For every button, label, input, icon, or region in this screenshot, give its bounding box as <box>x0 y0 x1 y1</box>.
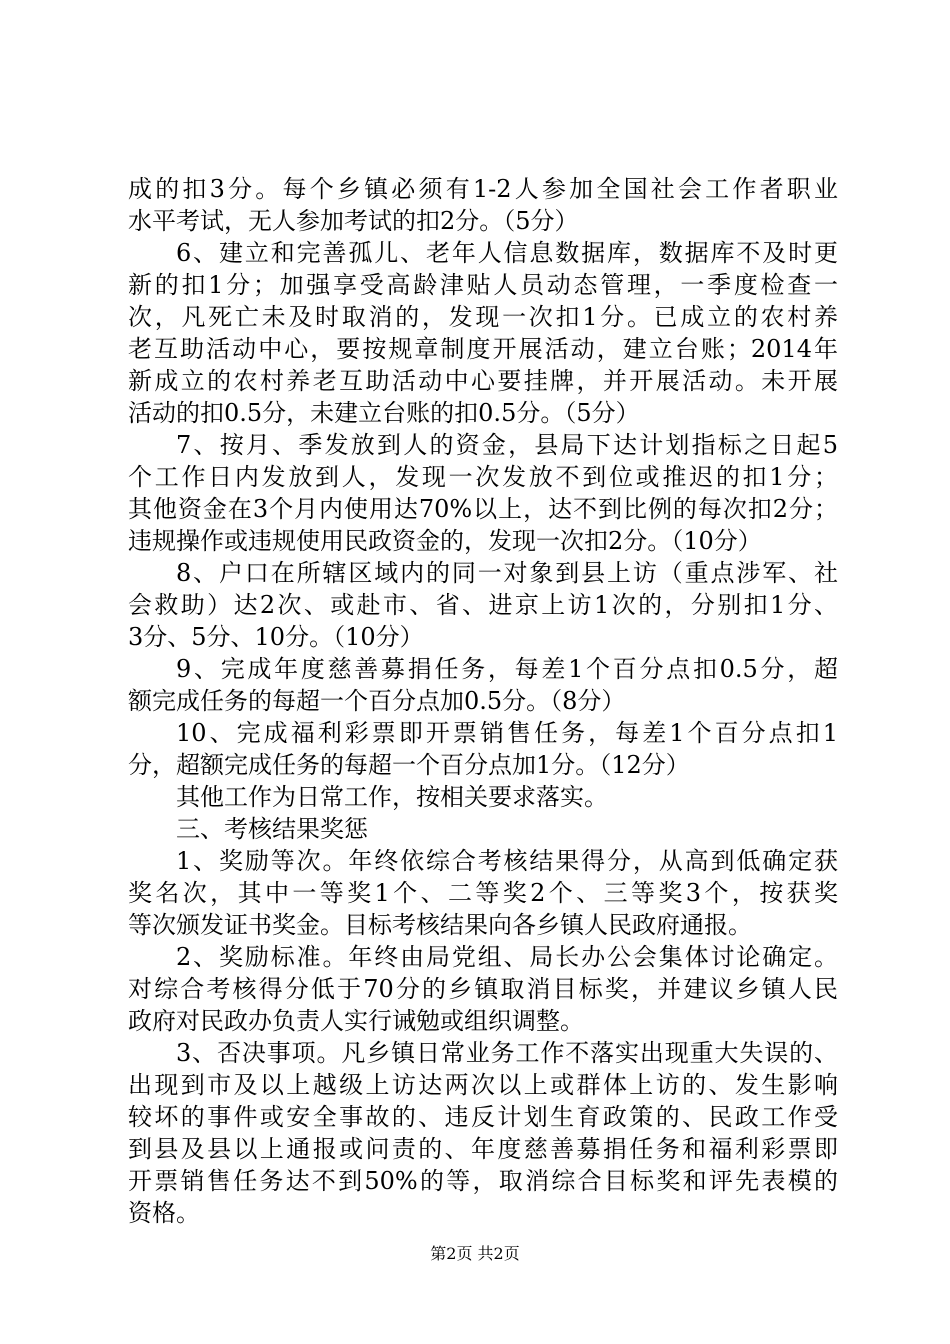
paragraph-line: 资格。 <box>128 1199 200 1227</box>
paragraph-line: 较坏的事件或安全事故的、违反计划生育政策的、民政工作受 <box>128 1103 838 1131</box>
paragraph-line: 奖名次，其中一等奖1个、二等奖2个、三等奖3个，按获奖 <box>128 879 838 907</box>
page-number-label: 第2页 共2页 <box>430 1244 520 1263</box>
paragraph-line: 8、户口在所辖区域内的同一对象到县上访（重点涉军、社 <box>176 559 838 587</box>
paragraph-line: 次，凡死亡未及时取消的，发现一次扣1分。已成立的农村养 <box>128 303 838 331</box>
paragraph-line: 到县及县以上通报或问责的、年度慈善募捐任务和福利彩票即 <box>128 1135 838 1163</box>
paragraph-line: 其他资金在3个月内使用达70%以上，达不到比例的每次扣2分； <box>128 495 838 523</box>
paragraph-line: 对综合考核得分低于70分的乡镇取消目标奖，并建议乡镇人民 <box>128 975 838 1003</box>
page-footer <box>0 1244 950 1264</box>
paragraph <box>128 813 838 845</box>
paragraph <box>128 781 838 813</box>
paragraph-line: 9、完成年度慈善募捐任务，每差1个百分点扣0.5分，超 <box>176 655 838 683</box>
document-body <box>128 173 838 1229</box>
paragraph <box>128 845 838 941</box>
paragraph-line: 新的扣1分；加强享受高龄津贴人员动态管理，一季度检查一 <box>128 271 838 299</box>
paragraph <box>128 173 838 237</box>
paragraph-line: 成的扣3分。每个乡镇必须有1-2人参加全国社会工作者职业 <box>128 175 838 203</box>
paragraph-line: 分，超额完成任务的每超一个百分点加1分。（12分） <box>128 751 690 779</box>
paragraph-line: 老互助活动中心，要按规章制度开展活动，建立台账；2014年 <box>128 335 838 363</box>
paragraph-line: 出现到市及以上越级上访达两次以上或群体上访的、发生影响 <box>128 1071 838 1099</box>
paragraph-line: 6、建立和完善孤儿、老年人信息数据库，数据库不及时更 <box>176 239 838 267</box>
paragraph-line: 10、完成福利彩票即开票销售任务，每差1个百分点扣1 <box>176 719 838 747</box>
paragraph-line: 开票销售任务达不到50%的等，取消综合目标奖和评先表模的 <box>128 1167 838 1195</box>
paragraph-line: 政府对民政办负责人实行诫勉或组织调整。 <box>128 1007 584 1035</box>
paragraph <box>128 717 838 781</box>
paragraph-line: 三、考核结果奖惩 <box>176 815 368 843</box>
paragraph-line: 水平考试，无人参加考试的扣2分。（5分） <box>128 207 579 235</box>
paragraph-line: 个工作日内发放到人，发现一次发放不到位或推迟的扣1分； <box>128 463 838 491</box>
paragraph-line: 等次颁发证书奖金。目标考核结果向各乡镇人民政府通报。 <box>128 911 752 939</box>
paragraph-line: 新成立的农村养老互助活动中心要挂牌，并开展活动。未开展 <box>128 367 838 395</box>
paragraph-line: 额完成任务的每超一个百分点加0.5分。（8分） <box>128 687 626 715</box>
paragraph-line: 其他工作为日常工作，按相关要求落实。 <box>176 783 608 811</box>
paragraph-line: 2、奖励标准。年终由局党组、局长办公会集体讨论确定。 <box>176 943 838 971</box>
paragraph <box>128 557 838 653</box>
paragraph-line: 1、奖励等次。年终依综合考核结果得分，从高到低确定获 <box>176 847 838 875</box>
paragraph-line: 3分、5分、10分。（10分） <box>128 623 424 651</box>
paragraph <box>128 237 838 429</box>
paragraph <box>128 941 838 1037</box>
paragraph <box>128 429 838 557</box>
paragraph <box>128 653 838 717</box>
paragraph-line: 7、按月、季发放到人的资金，县局下达计划指标之日起5 <box>176 431 838 459</box>
paragraph-line: 活动的扣0.5分，未建立台账的扣0.5分。（5分） <box>128 399 640 427</box>
paragraph-line: 违规操作或违规使用民政资金的，发现一次扣2分。（10分） <box>128 527 762 555</box>
paragraph-line: 会救助）达2次、或赴市、省、进京上访1次的，分别扣1分、 <box>128 591 838 619</box>
paragraph <box>128 1037 838 1229</box>
paragraph-line: 3、否决事项。凡乡镇日常业务工作不落实出现重大失误的、 <box>176 1039 838 1067</box>
